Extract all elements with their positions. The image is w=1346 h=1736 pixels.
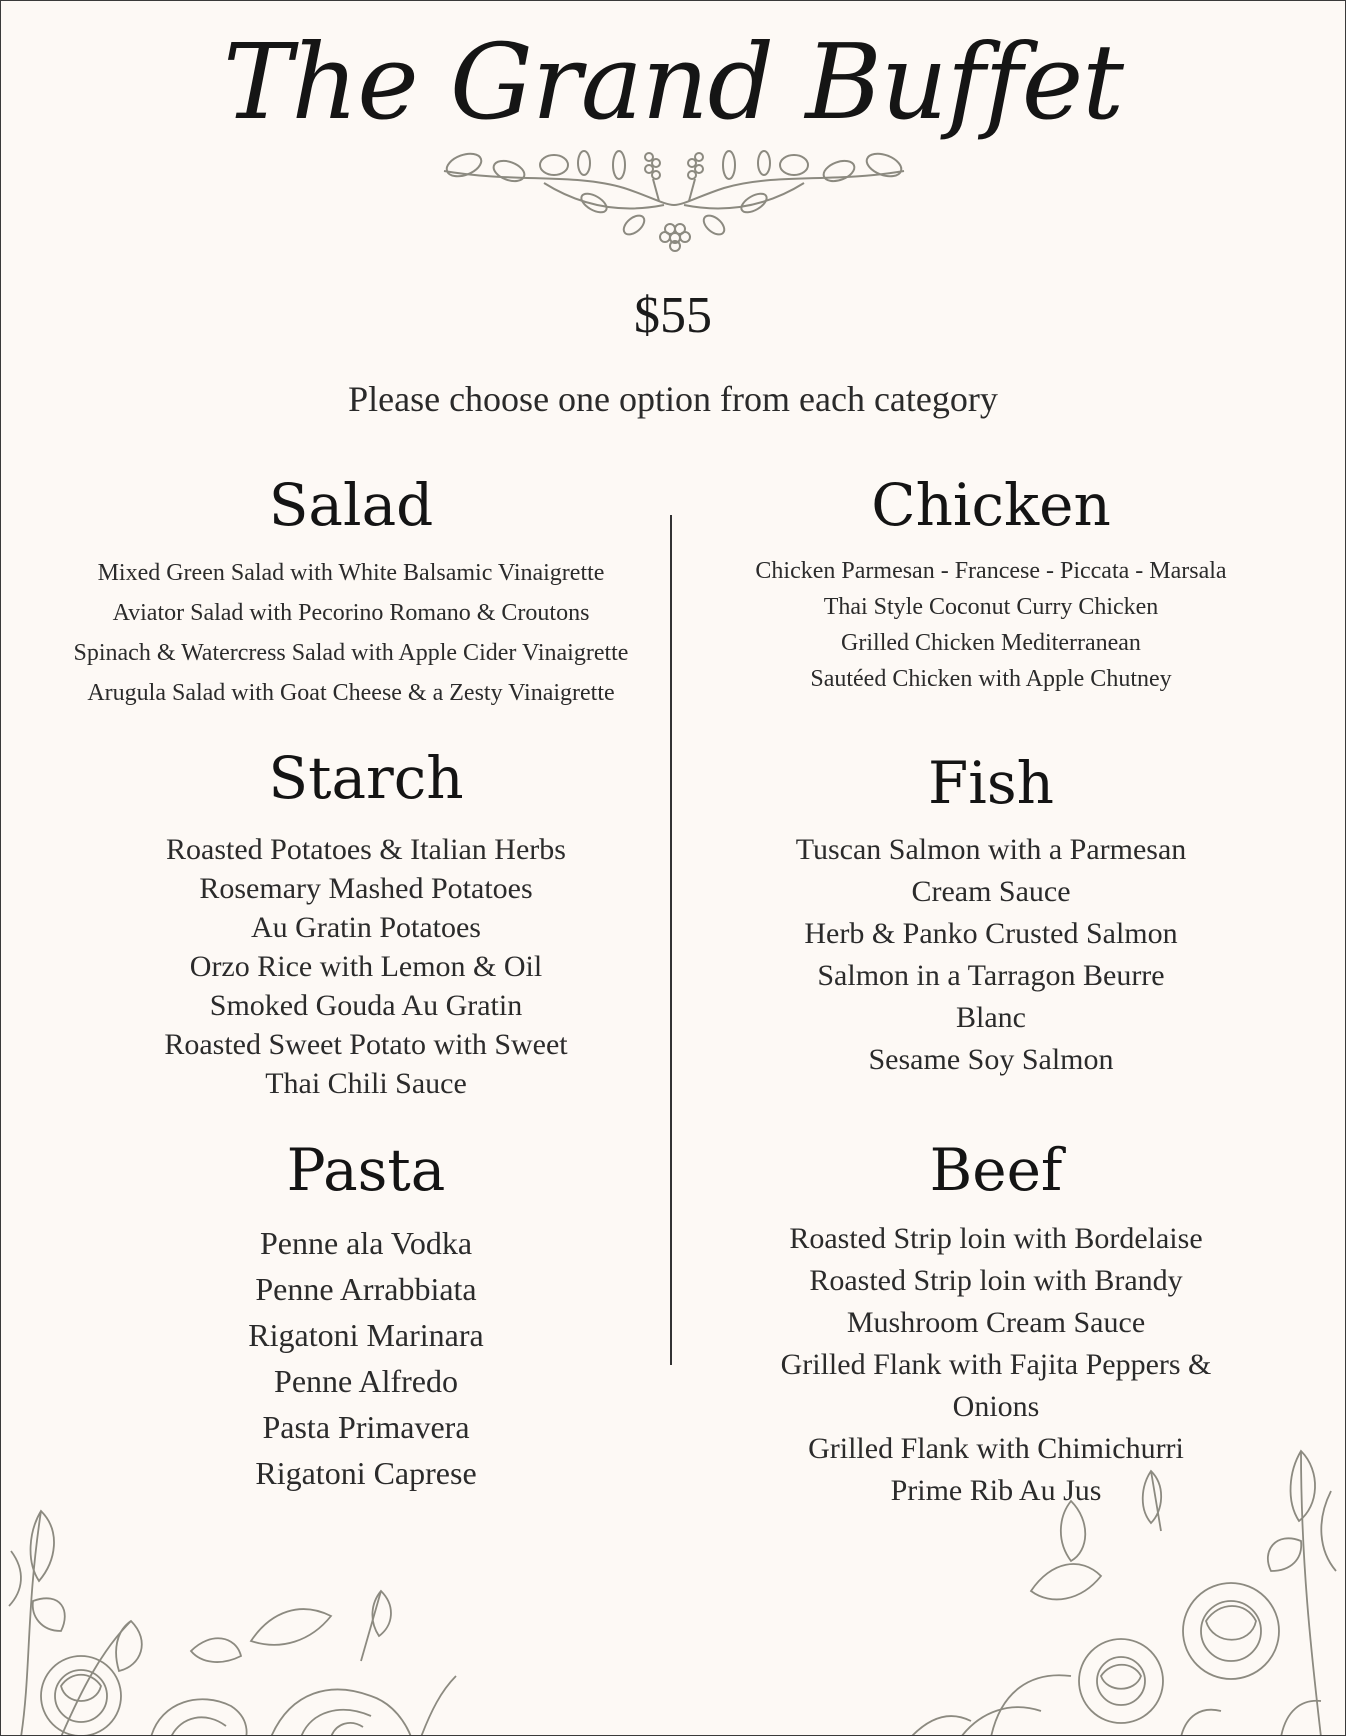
menu-item: Grilled Flank with Chimichurri [808, 1432, 1184, 1465]
menu-item: Au Gratin Potatoes [251, 911, 481, 944]
menu-instruction: Please choose one option from each category [348, 379, 998, 419]
menu-item: Mixed Green Salad with White Balsamic Vinaigrette [97, 560, 605, 586]
menu-item: Salmon in a Tarragon Beurre [817, 959, 1165, 992]
section-heading-salad: Salad [268, 471, 434, 539]
menu-item: Pasta Primavera [262, 1409, 470, 1445]
menu-item: Roasted Strip loin with Brandy [809, 1264, 1183, 1297]
menu-item: Sesame Soy Salmon [868, 1043, 1114, 1076]
menu-item: Onions [952, 1390, 1040, 1423]
section-heading-starch: Starch [268, 744, 464, 812]
menu-item: Orzo Rice with Lemon & Oil [189, 950, 543, 983]
menu-item: Aviator Salad with Pecorino Romano & Croutons [112, 600, 590, 626]
section-heading-fish: Fish [928, 749, 1054, 817]
menu-item: Roasted Strip loin with Bordelaise [789, 1222, 1203, 1255]
menu-item: Penne Arrabbiata [255, 1271, 477, 1307]
menu-item: Blanc [956, 1001, 1026, 1034]
menu-item: Grilled Chicken Mediterranean [841, 630, 1141, 656]
menu-item: Cream Sauce [911, 875, 1071, 908]
menu-item: Rigatoni Caprese [255, 1455, 477, 1491]
menu-item: Smoked Gouda Au Gratin [209, 989, 523, 1022]
menu-item: Penne ala Vodka [259, 1225, 473, 1261]
section-pasta [21, 1136, 711, 1496]
floral-corner-icon [1, 1491, 461, 1736]
menu-item: Chicken Parmesan - Francese - Piccata - Marsala [755, 558, 1227, 584]
menu-item: Rosemary Mashed Potatoes [199, 872, 533, 905]
menu-item: Roasted Potatoes & Italian Herbs [166, 833, 566, 866]
menu-item: Rigatoni Marinara [248, 1317, 484, 1353]
section-salad [21, 471, 681, 713]
menu-item: Prime Rib Au Jus [890, 1474, 1102, 1507]
menu-item: Grilled Flank with Fajita Peppers & [780, 1348, 1212, 1381]
section-fish [691, 749, 1291, 1081]
vine-berry-flourish-icon [434, 143, 914, 253]
menu-title: The Grand Buffet [222, 21, 1124, 143]
menu-item: Arugula Salad with Goat Cheese & a Zesty Vinaigrette [87, 680, 615, 706]
menu-item: Tuscan Salmon with a Parmesan [795, 833, 1187, 866]
menu-item: Sautéed Chicken with Apple Chutney [810, 666, 1172, 692]
menu-item: Penne Alfredo [274, 1363, 458, 1399]
menu-price: $55 [634, 287, 712, 344]
menu-item: Thai Chili Sauce [265, 1067, 467, 1100]
section-heading-chicken: Chicken [871, 471, 1111, 539]
section-heading-beef: Beef [929, 1136, 1063, 1204]
menu-item: Mushroom Cream Sauce [846, 1306, 1146, 1339]
menu-item: Herb & Panko Crusted Salmon [804, 917, 1178, 950]
section-starch [21, 744, 711, 1103]
section-chicken [691, 471, 1291, 697]
menu-item: Spinach & Watercress Salad with Apple Cider Vinaigrette [73, 640, 629, 666]
floral-corner-icon [901, 1431, 1345, 1736]
menu-item: Thai Style Coconut Curry Chicken [823, 594, 1159, 620]
section-heading-pasta: Pasta [286, 1136, 446, 1204]
menu-item: Roasted Sweet Potato with Sweet [164, 1028, 568, 1061]
